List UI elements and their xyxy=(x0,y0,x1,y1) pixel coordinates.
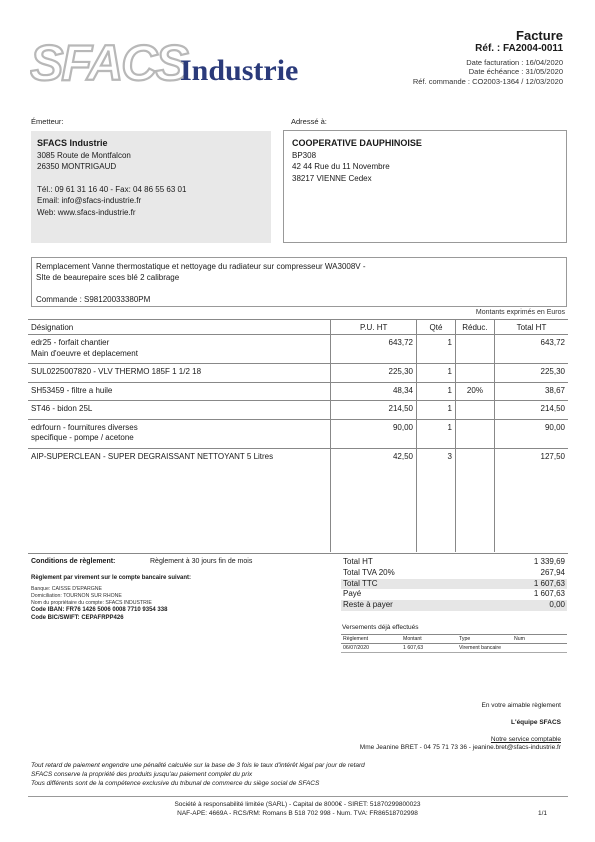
item-unit-price: 643,72 xyxy=(331,335,417,364)
account-owner: Nom du propriétaire du compte: SFACS INDUSTRIE xyxy=(31,600,152,606)
payment-type: Virement bancaire xyxy=(457,644,512,653)
closing-team: L'équipe SFACS xyxy=(511,719,561,726)
payment-num xyxy=(512,644,567,653)
description-line: Remplacement Vanne thermostatique et nettoyage du radiateur sur compresseur WA3008V - xyxy=(36,262,366,271)
item-designation-line: SH53459 - filtre a huile xyxy=(31,385,113,395)
payment-date: 06/07/2020 xyxy=(341,644,401,653)
bank-domiciliation: Domiciliation: TOURNON SUR RHONE xyxy=(31,593,122,599)
item-quantity: 1 xyxy=(416,419,455,448)
footer-company-info: Société à responsabilité limitée (SARL) - Capital de 8000€ - SIRET: 51870299800023 xyxy=(174,801,421,808)
page-number: 1/1 xyxy=(537,810,547,817)
sender-city: 26350 MONTRIGAUD xyxy=(37,162,117,171)
item-designation xyxy=(28,448,331,552)
sender-phone: Tél.: 09 61 31 16 40 - Fax: 04 86 55 63 01 xyxy=(37,184,187,194)
item-designation-line: ST46 - bidon 25L xyxy=(31,404,93,413)
legal-ownership: SFACS conserve la propriété des produits jusqu'au paiement complet du prix xyxy=(31,771,253,778)
item-discount: 20% xyxy=(455,382,494,401)
payments-header-date: Règlement xyxy=(341,635,401,644)
item-discount xyxy=(455,401,494,420)
recipient-box xyxy=(283,130,567,243)
item-total: 214,50 xyxy=(494,401,568,420)
bank-transfer-title: Règlement par virement sur le compte bancaire suivant: xyxy=(31,575,192,581)
item-quantity: 3 xyxy=(416,448,455,552)
payments-header-amount: Montant xyxy=(401,635,457,644)
item-designation-line: AIP-SUPERCLEAN - SUPER DEGRAISSANT NETTOYANT 5 Litres xyxy=(31,451,274,461)
description-line: SIte de beaurepaire sces blé 2 calibrage xyxy=(36,273,180,282)
table-bottom-rule xyxy=(28,553,568,554)
due-date: Date échéance : 31/05/2020 xyxy=(468,67,563,76)
item-designation xyxy=(28,335,331,364)
legal-late-penalty: Tout retard de paiement engendre une pénalité calculée sur la base de 3 fois le taux d'intérêt légal par jour de retard xyxy=(31,762,365,769)
item-discount xyxy=(455,335,494,364)
item-unit-price: 42,50 xyxy=(331,448,417,552)
recipient-label: Adressé à: xyxy=(291,117,327,126)
item-unit-price: 225,30 xyxy=(331,364,417,383)
item-designation xyxy=(28,382,331,401)
balance-value: 0,00 xyxy=(549,600,565,610)
sender-website: Web: www.sfacs-industrie.fr xyxy=(37,207,136,217)
document-title: Facture xyxy=(516,28,563,43)
payment-terms-label: Conditions de règlement: xyxy=(31,558,116,565)
balance-label: Reste à payer xyxy=(343,600,393,610)
item-total: 127,50 xyxy=(494,448,568,552)
invoice-reference: Réf. : FA2004-0011 xyxy=(475,43,563,54)
item-unit-price: 214,50 xyxy=(331,401,417,420)
payment-terms-value: Règlement à 30 jours fin de mois xyxy=(150,558,253,565)
item-discount xyxy=(455,419,494,448)
table-row xyxy=(28,335,568,364)
currency-note: Montants exprimés en Euros xyxy=(475,309,565,316)
total-ttc-value: 1 607,63 xyxy=(533,578,565,588)
item-discount xyxy=(455,448,494,552)
header-total: Total HT xyxy=(494,320,568,335)
item-designation-line: edr25 - forfait chantier xyxy=(31,338,110,347)
total-ht-row xyxy=(341,557,567,568)
item-quantity: 1 xyxy=(416,401,455,420)
total-ttc-label: Total TTC xyxy=(343,578,378,588)
payments-made-title: Versements déjà effectués xyxy=(342,624,419,631)
footer-registration: NAF-APE: 4669A - RCS/RM: Romans B 518 702 998 - Num. TVA: FR86518702998 xyxy=(177,810,418,817)
sender-email: Email: info@sfacs-industrie.fr xyxy=(37,196,142,205)
company-logo xyxy=(30,32,320,92)
recipient-address-line: 42 44 Rue du 11 Novembre xyxy=(292,162,390,171)
payments-header-type: Type xyxy=(457,635,512,644)
logo-industrie-text: Industrie xyxy=(180,54,299,87)
total-ht-value: 1 339,69 xyxy=(533,557,565,566)
payments-table xyxy=(341,634,567,653)
table-header-row xyxy=(28,320,568,335)
invoice-date: Date facturation : 16/04/2020 xyxy=(466,58,563,67)
total-tva-row xyxy=(341,568,567,579)
item-total: 90,00 xyxy=(494,419,568,448)
table-row xyxy=(28,448,568,552)
item-quantity: 1 xyxy=(416,382,455,401)
total-ht-label: Total HT xyxy=(343,557,373,566)
payment-amount: 1 607,63 xyxy=(401,644,457,653)
total-tva-label: Total TVA 20% xyxy=(343,567,395,577)
payments-header-num: Num xyxy=(512,635,567,644)
item-discount xyxy=(455,364,494,383)
item-designation xyxy=(28,364,331,383)
item-quantity: 1 xyxy=(416,335,455,364)
bank-name: Banque: CAISSE D'EPARGNE xyxy=(31,586,102,592)
items-table xyxy=(28,319,568,552)
paid-label: Payé xyxy=(343,589,362,599)
item-total: 225,30 xyxy=(494,364,568,383)
sender-box xyxy=(31,131,271,243)
item-total: 38,67 xyxy=(494,382,568,401)
item-designation-detail: Main d'oeuvre et deplacement xyxy=(31,348,138,358)
paid-value: 1 607,63 xyxy=(533,589,565,599)
total-ttc-row xyxy=(341,579,567,590)
totals-block xyxy=(341,557,567,611)
table-row xyxy=(28,364,568,383)
accounting-contact: Mme Jeanine BRET - 04 75 71 73 36 - jeanine.bret@sfacs-industrie.fr xyxy=(359,744,561,751)
logo-brand-text: SFACS xyxy=(30,35,187,91)
legal-jurisdiction: Tous différents sont de la compétence exclusive du tribunal de commerce du siège social de SFACS xyxy=(31,780,320,787)
payment-row xyxy=(341,644,567,653)
item-total: 643,72 xyxy=(494,335,568,364)
item-quantity: 1 xyxy=(416,364,455,383)
total-tva-value: 267,94 xyxy=(540,567,565,577)
balance-row xyxy=(341,600,567,611)
item-unit-price: 48,34 xyxy=(331,382,417,401)
description-box xyxy=(31,257,567,307)
recipient-city: 38217 VIENNE Cedex xyxy=(292,173,372,183)
table-row xyxy=(28,382,568,401)
accounting-service: Notre service comptable xyxy=(490,736,561,743)
iban: Code IBAN: FR76 1426 5006 0008 7710 9354 338 xyxy=(31,607,168,613)
table-row xyxy=(28,401,568,420)
item-designation-detail: specifique - pompe / acetone xyxy=(31,433,134,442)
table-row xyxy=(28,419,568,448)
payments-header-row xyxy=(341,635,567,644)
sender-name: SFACS Industrie xyxy=(37,138,108,148)
header-designation: Désignation xyxy=(28,320,331,335)
sender-label: Émetteur: xyxy=(31,117,64,126)
item-designation xyxy=(28,419,331,448)
closing-salutation: En votre aimable règlement xyxy=(481,702,561,709)
item-designation-line: edrfourn - fournitures diverses xyxy=(31,422,138,432)
header-quantity: Qté xyxy=(416,320,455,335)
header-discount: Réduc. xyxy=(455,320,494,335)
footer-rule xyxy=(28,796,568,797)
bic-swift: Code BIC/SWIFT: CEPAFRPP426 xyxy=(31,615,124,621)
sender-address-line: 3085 Route de Montfalcon xyxy=(37,150,131,160)
order-number: Commande : S98120033380PM xyxy=(36,295,151,304)
recipient-address-line: BP308 xyxy=(292,150,317,160)
order-reference: Réf. commande : CO2003-1364 / 12/03/2020 xyxy=(412,77,563,86)
recipient-name: COOPERATIVE DAUPHINOISE xyxy=(292,138,422,148)
item-designation xyxy=(28,401,331,420)
item-unit-price: 90,00 xyxy=(331,419,417,448)
paid-row xyxy=(341,589,567,600)
item-designation-line: SUL0225007820 - VLV THERMO 185F 1 1/2 18 xyxy=(31,367,202,376)
header-unit-price: P.U. HT xyxy=(331,320,417,335)
